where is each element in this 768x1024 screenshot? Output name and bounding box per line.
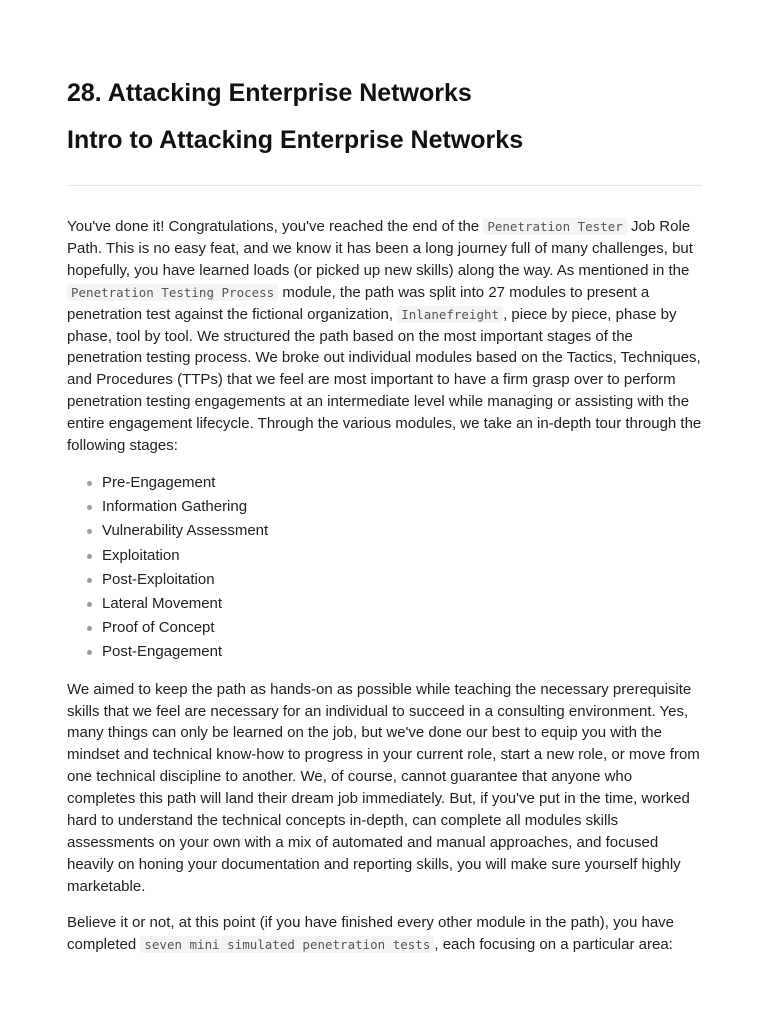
section-title: Intro to Attacking Enterprise Networks	[67, 126, 524, 154]
stages-list	[67, 471, 702, 665]
inline-code-penetration-testing-process: Penetration Testing Process	[67, 284, 278, 301]
list-item: Exploitation	[102, 544, 702, 568]
list-item: Post-Exploitation	[102, 568, 702, 592]
intro-paragraph	[67, 216, 702, 457]
mini-tests-text-1: Believe it or not, at this point (if you have finished every other module in the path), you have completed	[67, 913, 675, 953]
page-title: 28. Attacking Enterprise Networks	[67, 79, 472, 107]
list-item: Post-Engagement	[102, 640, 702, 664]
intro-text-2: Job Role Path. This is no easy feat, and we know it has been a long journey full of many challenges, but hopefully, you have learned loads (or picked up new skills) along the way. As mentioned in the	[67, 218, 693, 279]
mini-tests-text-2: , each focusing on a particular area:	[434, 935, 673, 953]
list-item: Pre-Engagement	[102, 471, 702, 495]
inline-code-penetration-tester: Penetration Tester	[483, 218, 626, 235]
inline-code-inlanefreight: Inlanefreight	[397, 306, 503, 323]
list-item: Vulnerability Assessment	[102, 519, 702, 543]
body-paragraph-mini-tests	[67, 912, 702, 956]
body-paragraph-goals: We aimed to keep the path as hands-on as possible while teaching the necessary prerequisite skills that we feel are necessary for an individual to succeed in a consulting environment. Yes, many things can only be learned on the job, but we've done our best to equip you with the mindset and technical know-how to progress in your current role, start a new role, or move from one technical discipline to another. We, of course, cannot guarantee that anyone who completes this path will land their dream job immediately. But, if you've put in the time, worked hard to understand the technical concepts in-depth, can complete all modules skills assessments on your own with a mix of automated and manual approaches, and focused heavily on honing your documentation and reporting skills, you will make sure yourself highly marketable.	[67, 680, 700, 895]
list-item: Information Gathering	[102, 495, 702, 519]
section-divider	[67, 185, 702, 186]
list-item: Lateral Movement	[102, 592, 702, 616]
intro-text-1: You've done it! Congratulations, you've reached the end of the	[67, 218, 484, 235]
list-item: Proof of Concept	[102, 616, 702, 640]
intro-text-4: , piece by piece, phase by phase, tool by tool. We structured the path based on the most important stages of the penetration testing process. We broke out individual modules based on the Tactics, Techniques, and Procedures (TTPs) that we feel are most important to have a firm grasp over to perform penetration testing engagements at an intermediate level while managing or assisting with the entire engagement lifecycle. Through the various modules, we take an in-depth tour through the following stages:	[67, 305, 702, 455]
inline-code-seven-mini-tests: seven mini simulated penetration tests	[140, 936, 434, 953]
intro-text-3: module, the path was split into 27 modules to present a penetration test against the fictional organization,	[67, 283, 650, 323]
